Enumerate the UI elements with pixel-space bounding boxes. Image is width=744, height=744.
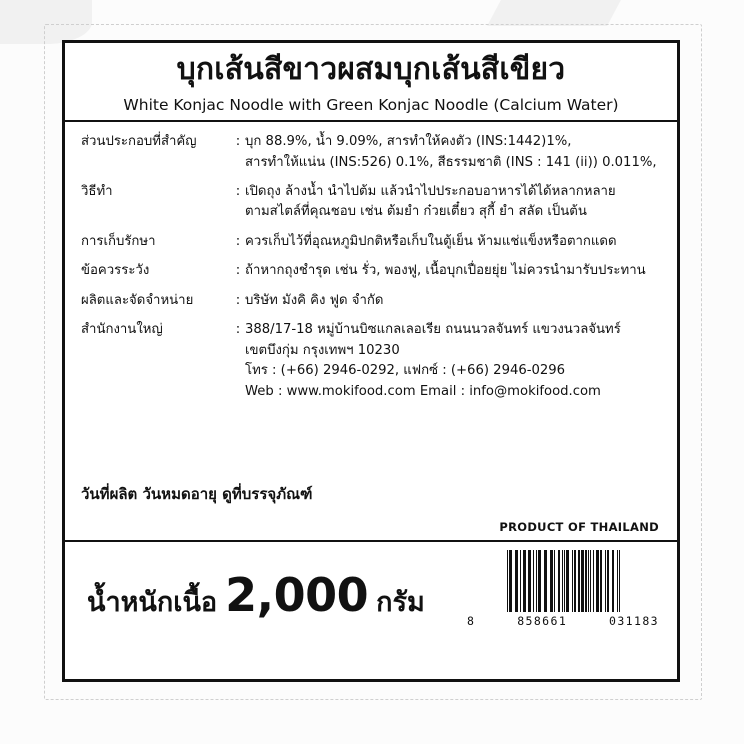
row-value-warning (245, 261, 661, 290)
row-value-line: 388/17-18 หมู่บ้านบิซแกลเลอเรีย ถนนนวลจันทร์ แขวงนวลจันทร์ (245, 322, 621, 338)
barcode-group-2: 031183 (609, 614, 659, 629)
net-weight-label: น้ำหนักเนื้อ (87, 586, 218, 618)
row-colon: : (235, 292, 241, 308)
row-value-storage (245, 232, 661, 261)
date-note: วันที่ผลิต วันหมดอายุ ดูที่บรรจุภัณฑ์ (81, 485, 313, 504)
country-of-origin: PRODUCT OF THAILAND (499, 520, 659, 535)
net-weight (87, 568, 425, 623)
table-row (81, 261, 661, 290)
barcode (465, 550, 661, 628)
barcode-left-digit: 8 (467, 614, 476, 629)
details-table (81, 132, 661, 411)
row-label-storage: การเก็บรักษา (81, 233, 156, 249)
product-label (62, 40, 680, 682)
row-colon: : (235, 263, 241, 279)
row-value-line: เขตบึงกุ่ม กรุงเทพฯ 10230 (245, 342, 400, 358)
net-weight-amount: 2,000 (225, 567, 369, 622)
row-colon: : (235, 134, 241, 150)
row-colon: : (235, 233, 241, 249)
product-title-english: White Konjac Noodle with Green Konjac Noodle (Calcium Water) (123, 95, 619, 114)
weight-block (65, 542, 677, 648)
row-value-line: ควรเก็บไว้ที่อุณหภูมิปกติหรือเก็บในตู้เย็น ห้ามแช่แข็งหรือตากแดด (245, 233, 617, 249)
row-value-head-office (245, 320, 661, 411)
background-smudge-right (487, 0, 621, 26)
table-row (81, 232, 661, 261)
barcode-group-1: 858661 (517, 614, 568, 629)
barcode-bars (465, 550, 661, 612)
table-row (81, 291, 661, 320)
row-label-directions: วิธีทำ (81, 184, 113, 199)
row-label-warning: ข้อควรระวัง (81, 263, 150, 279)
row-value-line: ตามสไตล์ที่คุณชอบ เช่น ต้มยำ ก๋วยเตี๋ยว สุกี้ ยำ สลัด เป็นต้น (245, 204, 587, 220)
net-weight-unit: กรัม (376, 586, 425, 618)
barcode-digits (465, 614, 661, 628)
row-value-line: Web : www.mokifood.com Email : info@mokifood.com (245, 383, 601, 399)
row-label-ingredients: ส่วนประกอบที่สำคัญ (81, 134, 197, 150)
row-value-line: บุก 88.9%, น้ำ 9.09%, สารทำให้คงตัว (INS:1442)1%, (245, 134, 572, 150)
row-value-line: สารทำให้แน่น (INS:526) 0.1%, สีธรรมชาติ (INS : 141 (ii)) 0.011%, (245, 154, 657, 170)
row-value-line: บริษัท มังคิ คิง ฟูด จำกัด (245, 292, 384, 308)
row-value-ingredients (245, 132, 661, 182)
table-row (81, 182, 661, 232)
row-value-line: ถ้าหากถุงชำรุด เช่น รั่ว, พองฟู, เนื้อบุกเปื่อยยุ่ย ไม่ควรนำมารับประทาน (245, 263, 646, 279)
row-colon: : (235, 184, 241, 199)
table-row (81, 132, 661, 182)
row-value-manufacturer (245, 291, 661, 320)
product-title-thai: บุกเส้นสีขาวผสมบุกเส้นสีเขียว (176, 52, 566, 87)
title-block (65, 43, 677, 122)
row-label-manufacturer: ผลิตและจัดจำหน่าย (81, 292, 194, 308)
row-colon: : (235, 322, 241, 338)
row-value-line: เปิดถุง ล้างน้ำ นำไปต้ม แล้วนำไปประกอบอาหารได้ได้หลากหลาย (245, 184, 616, 199)
row-label-head-office: สำนักงานใหญ่ (81, 322, 163, 338)
table-row (81, 320, 661, 411)
row-value-directions (245, 182, 661, 232)
row-value-line: โทร : (+66) 2946-0292, แฟกซ์ : (+66) 2946-0296 (245, 363, 566, 379)
details-block (65, 122, 677, 542)
